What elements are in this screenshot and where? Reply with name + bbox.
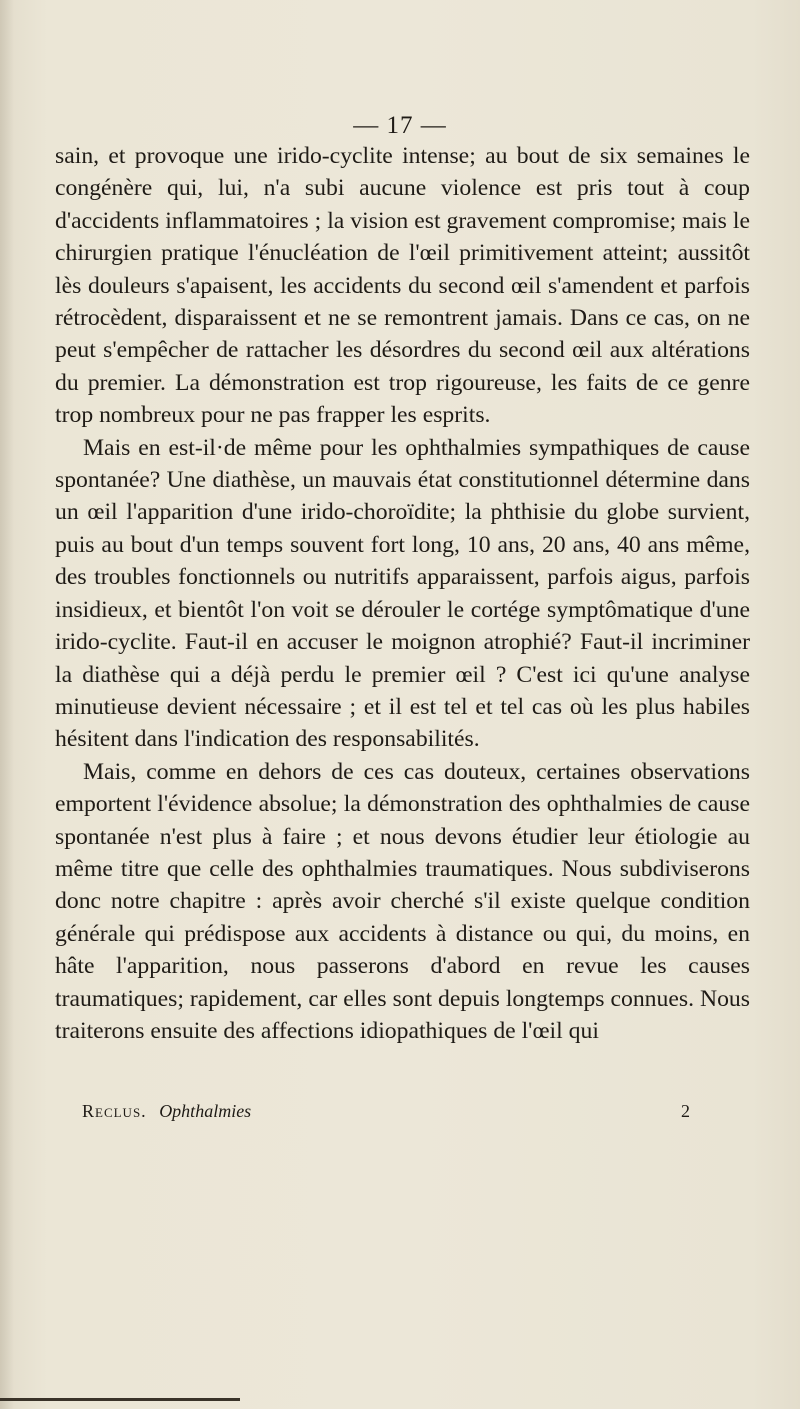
body-text: [55, 140, 750, 1047]
page-footer: [82, 1099, 690, 1123]
page-gutter-shadow: [0, 0, 14, 1409]
paragraph-1: sain, et provoque une irido-cyclite intense; au bout de six semaines le congénère qui, lui, n'a subi aucune violence est pris tout à coup d'accidents inflammatoires ; la vision est gravement compromise; mais le chirurgien pratique l'énucléation de l'œil primitivement atteint; aussitôt lès douleurs s'apaisent, les accidents du second œil s'amendent et parfois rétrocèdent, disparaissent et ne se remontrent jamais. Dans ce cas, on ne peut s'empêcher de rattacher les désordres du second œil aux altérations du premier. La démonstration est trop rigoureuse, les faits de ce genre trop nombreux pour ne pas frapper les esprits.: [55, 143, 750, 429]
page-number: — 17 —: [353, 112, 447, 139]
footer-author: Reclus.: [82, 1101, 147, 1121]
footer-signature-mark: 2: [681, 1101, 690, 1121]
footer-title: Ophthalmies: [159, 1101, 252, 1121]
paragraph-3: Mais, comme en dehors de ces cas douteux, certaines observations emportent l'évidence absolue; la démonstration des ophthalmies de cause spontanée n'est plus à faire ; et nous devons étudier leur étiologie au même titre que celle des ophthalmies traumatiques. Nous subdiviserons donc notre chapitre : après avoir cherché s'il existe quelque condition générale qui prédispose aux accidents à distance ou qui, du moins, en hâte l'apparition, nous passerons d'abord en revue les causes traumatiques; rapidement, car elles sont depuis longtemps connues. Nous traiterons ensuite des affections idiopathiques de l'œil qui: [55, 758, 750, 1044]
paragraph-2: Mais en est-il·de même pour les ophthalmies sympathiques de cause spontanée? Une diathèse, un mauvais état constitutionnel détermine dans un œil l'apparition d'une irido-choroïdite; la phthisie du globe survient, puis au bout d'un temps souvent fort long, 10 ans, 20 ans, 40 ans même, des troubles fonctionnels ou nutritifs apparaissent, parfois aigus, parfois insidieux, et bientôt l'on voit se dérouler le cortége symptômatique d'une irido-cyclite. Faut-il en accuser le moignon atrophié? Faut-il incriminer la diathèse qui a déjà perdu le premier œil ? C'est ici qu'une analyse minutieuse devient nécessaire ; et il est tel et tel cas où les plus habiles hésitent dans l'indication des responsabilités.: [55, 434, 750, 753]
bottom-edge-rule: [0, 1398, 240, 1401]
